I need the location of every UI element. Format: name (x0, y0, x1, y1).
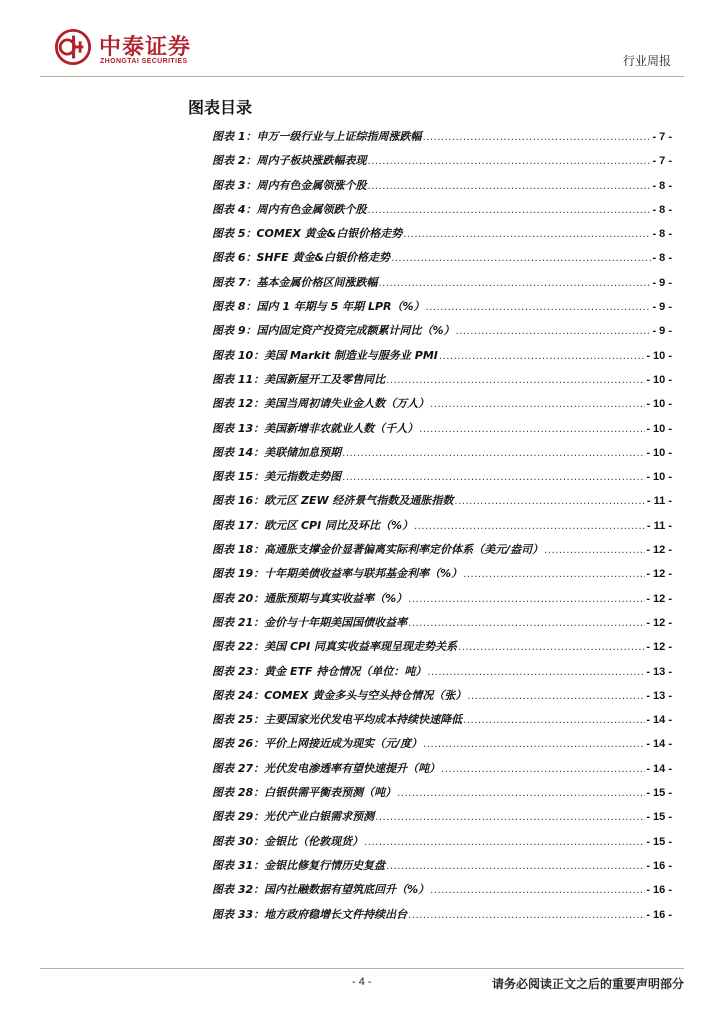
toc-dot-leader (441, 764, 645, 775)
toc-entry-label: 图表 14：美联储加息预期 (212, 445, 342, 459)
zhongtai-logo-icon (54, 28, 92, 66)
toc-dot-leader (426, 302, 652, 313)
toc-entry-page: - 16 - (646, 884, 672, 897)
toc-entry-label: 图表 33：地方政府稳增长文件持续出台 (212, 907, 408, 921)
toc-entry-page: - 7 - (652, 131, 672, 143)
toc-dot-leader (427, 667, 645, 678)
toc-entry-label: 图表 16：欧元区 ZEW 经济景气指数及通胀指数 (212, 494, 454, 508)
toc-entry[interactable] (212, 517, 672, 541)
toc-dot-leader (375, 812, 645, 823)
toc-entry-label: 图表 12：美国当周初请失业金人数（万人） (212, 397, 430, 411)
toc-dot-leader (439, 351, 645, 362)
toc-entry-page: - 12 - (646, 641, 672, 654)
toc-dot-leader (414, 521, 646, 532)
toc-entry-label: 图表 30：金银比（伦敦现货） (212, 834, 364, 848)
toc-entry-page: - 8 - (652, 252, 672, 265)
toc-entry-label: 图表 4：周内有色金属领跌个股 (212, 202, 367, 216)
toc-dot-leader (463, 715, 645, 726)
toc-entry[interactable] (212, 735, 672, 759)
toc-dot-leader (367, 205, 651, 216)
toc-dot-leader (423, 739, 645, 750)
toc-dot-leader (367, 156, 651, 167)
toc-entry[interactable] (212, 225, 672, 249)
toc-dot-leader (419, 424, 645, 435)
toc-entry-page: - 9 - (652, 276, 672, 289)
toc-entry[interactable] (212, 881, 672, 905)
page-header (0, 0, 724, 80)
toc-dot-leader (386, 861, 645, 872)
toc-entry-page: - 15 - (646, 787, 672, 800)
toc-entry[interactable] (212, 201, 672, 225)
toc-entry[interactable] (212, 784, 672, 808)
toc-entry[interactable] (212, 711, 672, 735)
toc-entry-label: 图表 22：美国 CPI 同真实收益率现呈现走势关系 (212, 640, 458, 654)
toc-entry-label: 图表 13：美国新增非农就业人数（千人） (212, 421, 419, 435)
toc-entry-page: - 10 - (646, 398, 672, 411)
toc-title: 图表目录 (188, 98, 253, 117)
toc-entry-label: 图表 7：基本金属价格区间涨跌幅 (212, 275, 378, 289)
toc-dot-leader (403, 229, 651, 240)
toc-entry[interactable] (212, 833, 672, 857)
toc-entry-label: 图表 31：金银比修复行情历史复盘 (212, 858, 386, 872)
toc-entry-page: - 14 - (646, 714, 672, 727)
toc-entry[interactable] (212, 468, 672, 492)
toc-entry[interactable] (212, 565, 672, 589)
toc-dot-leader (364, 837, 645, 848)
toc-entry[interactable] (212, 857, 672, 881)
toc-entry[interactable] (212, 590, 672, 614)
toc-entry-page: - 10 - (646, 446, 672, 459)
header-divider (40, 76, 684, 77)
toc-entry[interactable] (212, 420, 672, 444)
page-number: - 4 - (352, 976, 372, 988)
toc-entry[interactable] (212, 687, 672, 711)
toc-entry-label: 图表 23：黄金 ETF 持仓情况（单位：吨） (212, 664, 427, 678)
toc-entry-label: 图表 2：周内子板块涨跌幅表现 (212, 154, 367, 168)
toc-entry-label: 图表 15：美元指数走势图 (212, 470, 342, 484)
toc-entry-label: 图表 6：SHFE 黄金&白银价格走势 (212, 251, 391, 265)
toc-entry-label: 图表 28：白银供需平衡表预测（吨） (212, 786, 397, 800)
toc-entry-page: - 14 - (646, 762, 672, 775)
toc-dot-leader (463, 569, 645, 580)
toc-entry-label: 图表 17：欧元区 CPI 同比及环比（%） (212, 518, 414, 532)
toc-dot-leader (397, 788, 645, 799)
toc-dot-leader (408, 594, 645, 605)
footer-divider (40, 968, 684, 969)
toc-entry-page: - 14 - (646, 738, 672, 751)
brand-name-en: ZHONGTAI SECURITIES (100, 58, 188, 65)
toc-dot-leader (367, 181, 651, 192)
toc-dot-leader (391, 253, 651, 264)
disclaimer-text: 请务必阅读正文之后的重要声明部分 (491, 977, 684, 991)
toc-entry-page: - 10 - (646, 422, 672, 435)
toc-entry-page: - 10 - (646, 349, 672, 362)
toc-entry[interactable] (212, 152, 672, 176)
toc-entry-label: 图表 18：高通胀支撑金价显著偏离实际利率定价体系（美元/盎司） (212, 543, 544, 557)
toc-entry-label: 图表 1：申万一级行业与上证综指周涨跌幅 (212, 130, 422, 143)
toc-dot-leader (430, 399, 645, 410)
toc-entry[interactable] (212, 347, 672, 371)
toc-entry-page: - 8 - (652, 203, 672, 216)
toc-entry-label: 图表 20：通胀预期与真实收益率（%） (212, 591, 408, 605)
toc-entry-label: 图表 11：美国新屋开工及零售同比 (212, 372, 386, 386)
toc-entry-page: - 11 - (646, 495, 672, 508)
toc-entry-page: - 9 - (652, 325, 672, 338)
toc-entry-page: - 16 - (646, 908, 672, 921)
toc-entry[interactable] (212, 177, 672, 201)
toc-entry-page: - 9 - (652, 301, 672, 314)
toc-entry-label: 图表 9：国内固定资产投资完成额累计同比（%） (212, 324, 455, 338)
toc-dot-leader (378, 278, 651, 289)
toc-entry-page: - 15 - (646, 835, 672, 848)
toc-dot-leader (544, 545, 645, 556)
toc-entry[interactable] (212, 541, 672, 565)
toc-entry-label: 图表 25：主要国家光伏发电平均成本持续快速降低 (212, 713, 463, 727)
toc-dot-leader (408, 910, 645, 921)
toc-entry[interactable] (212, 760, 672, 784)
report-type-label: 行业周报 (622, 54, 671, 68)
toc-dot-leader (458, 642, 645, 653)
toc-list (212, 128, 672, 930)
toc-entry-label: 图表 26：平价上网接近成为现实（元/度） (212, 737, 423, 751)
toc-entry-label: 图表 27：光伏发电渗透率有望快速提升（吨） (212, 761, 441, 775)
toc-dot-leader (422, 132, 651, 143)
toc-entry-label: 图表 21：金价与十年期美国国债收益率 (212, 615, 408, 629)
toc-entry-label: 图表 10：美国 Markit 制造业与服务业 PMI (212, 348, 438, 362)
toc-entry[interactable] (212, 395, 672, 419)
brand-name-cn: 中泰证券 (99, 35, 192, 60)
toc-dot-leader (342, 448, 645, 459)
toc-dot-leader (454, 496, 646, 507)
toc-entry-page: - 12 - (646, 544, 672, 557)
toc-entry-label: 图表 19：十年期美债收益率与联邦基金利率（%） (212, 567, 463, 581)
toc-entry-label: 图表 24：COMEX 黄金多头与空头持仓情况（张） (212, 688, 467, 702)
toc-entry[interactable] (212, 808, 672, 832)
toc-dot-leader (342, 472, 645, 483)
toc-entry-page: - 7 - (652, 155, 672, 168)
toc-entry-page: - 13 - (646, 665, 672, 678)
toc-entry-page: - 15 - (646, 811, 672, 824)
toc-entry[interactable] (212, 663, 672, 687)
toc-entry-page: - 12 - (646, 616, 672, 629)
toc-entry-label: 图表 3：周内有色金属领涨个股 (212, 178, 367, 192)
toc-entry-label: 图表 8：国内 1 年期与 5 年期 LPR（%） (212, 300, 425, 314)
toc-dot-leader (467, 691, 645, 702)
toc-entry[interactable] (212, 638, 672, 662)
toc-entry[interactable] (212, 614, 672, 638)
toc-entry[interactable] (212, 249, 672, 273)
toc-dot-leader (456, 326, 652, 337)
toc-entry-page: - 13 - (646, 689, 672, 702)
toc-entry-label: 图表 5：COMEX 黄金&白银价格走势 (212, 227, 403, 241)
toc-entry-page: - 12 - (646, 568, 672, 581)
toc-entry[interactable] (212, 274, 672, 298)
toc-entry-page: - 12 - (646, 592, 672, 605)
toc-entry-page: - 8 - (652, 228, 672, 241)
toc-entry[interactable] (212, 322, 672, 346)
toc-entry[interactable] (212, 492, 672, 516)
toc-entry[interactable] (212, 906, 672, 930)
toc-entry-page: - 10 - (646, 373, 672, 386)
toc-entry[interactable] (212, 128, 672, 152)
toc-entry[interactable] (212, 444, 672, 468)
toc-entry[interactable] (212, 298, 672, 322)
toc-entry-label: 图表 32：国内社融数据有望筑底回升（%） (212, 883, 430, 897)
toc-entry-page: - 11 - (646, 519, 672, 532)
toc-entry-label: 图表 29：光伏产业白银需求预测 (212, 810, 375, 824)
toc-dot-leader (408, 618, 645, 629)
toc-entry-page: - 8 - (652, 179, 672, 192)
toc-entry-page: - 16 - (646, 859, 672, 872)
toc-entry[interactable] (212, 371, 672, 395)
toc-dot-leader (430, 885, 645, 896)
toc-entry-page: - 10 - (646, 471, 672, 484)
toc-dot-leader (386, 375, 645, 386)
